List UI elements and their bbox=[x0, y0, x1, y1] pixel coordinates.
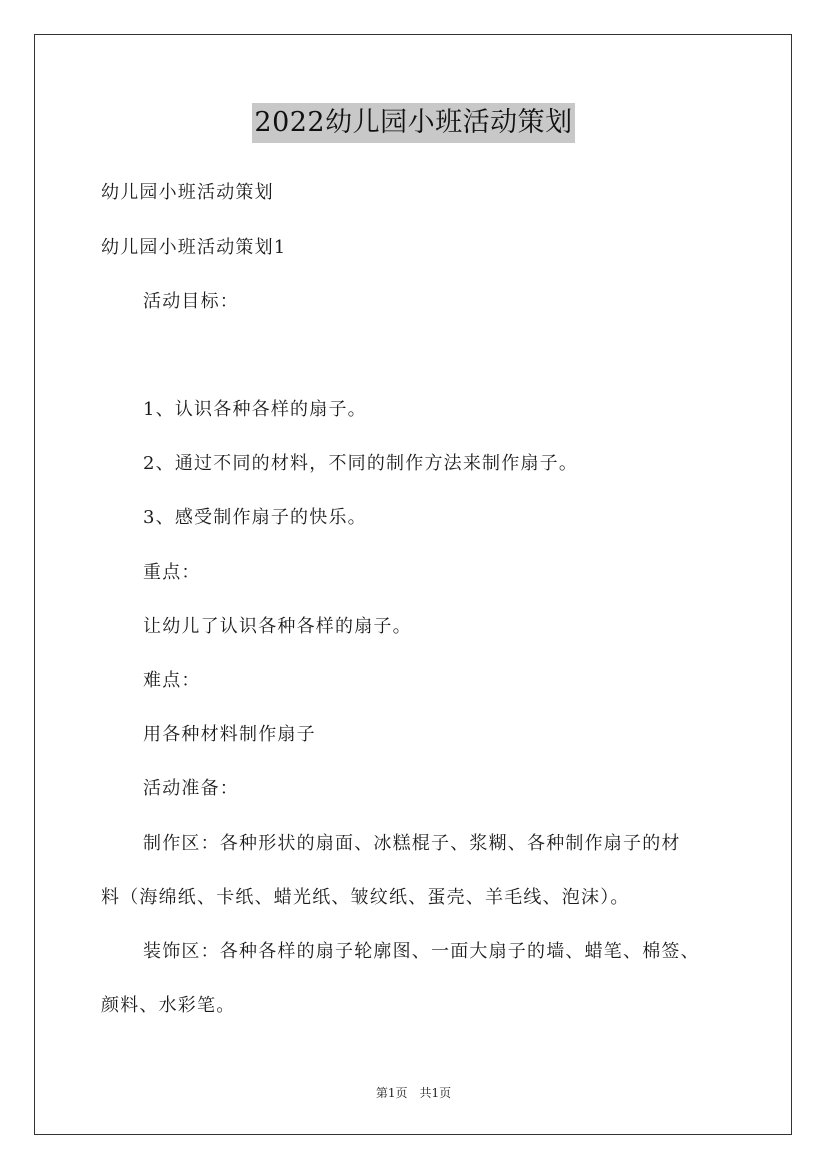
paragraph-line: 活动目标： bbox=[143, 291, 239, 312]
title-container bbox=[0, 103, 827, 143]
document-title: 2022幼儿园小班活动策划 bbox=[252, 103, 574, 143]
page-number: 第1页 bbox=[375, 1086, 408, 1100]
paragraph-line: 用各种材料制作扇子 bbox=[143, 724, 316, 745]
paragraph-line: 3、感受制作扇子的快乐。 bbox=[143, 507, 367, 528]
paragraph-line: 活动准备： bbox=[143, 778, 239, 799]
paragraph-line: 料（海绵纸、卡纸、蜡光纸、皱纹纸、蛋壳、羊毛线、泡沫）。 bbox=[101, 887, 630, 908]
paragraph-line: 颜料、水彩笔。 bbox=[101, 995, 236, 1016]
paragraph-line: 幼儿园小班活动策划1 bbox=[101, 237, 287, 258]
paragraph-line: 制作区：各种形状的扇面、冰糕棍子、浆糊、各种制作扇子的材 bbox=[143, 833, 681, 854]
paragraph-line: 2、通过不同的材料，不同的制作方法来制作扇子。 bbox=[143, 453, 579, 474]
paragraph-line: 装饰区：各种各样的扇子轮廓图、一面大扇子的墙、蜡笔、棉签、 bbox=[143, 941, 700, 962]
paragraph-line: 让幼儿了认识各种各样的扇子。 bbox=[143, 616, 412, 637]
page-total: 共1页 bbox=[419, 1086, 452, 1100]
paragraph-line: 1、认识各种各样的扇子。 bbox=[143, 399, 367, 420]
paragraph-line: 幼儿园小班活动策划 bbox=[101, 182, 274, 203]
page-footer bbox=[0, 1085, 827, 1101]
paragraph-line: 重点： bbox=[143, 562, 201, 583]
paragraph-line: 难点： bbox=[143, 670, 201, 691]
